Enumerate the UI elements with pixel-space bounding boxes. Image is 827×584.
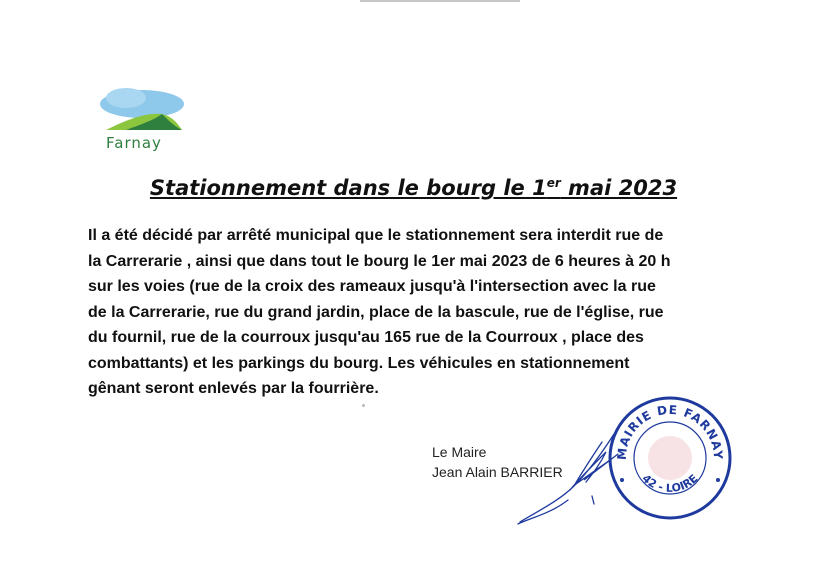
- body-line: sur les voies (rue de la croix des rameaux jusqu'à l'intersection avec la rue: [88, 278, 656, 295]
- body-line: la Carrerarie , ainsi que dans tout le bourg le 1er mai 2023 de 6 heures à 20 h: [88, 252, 671, 270]
- signatory-role: Le Maire: [432, 444, 487, 460]
- signatory-name: Jean Alain BARRIER: [432, 464, 563, 480]
- scan-speck: [362, 404, 365, 407]
- announcement-body: [88, 223, 728, 402]
- body-line: de la Carrerarie, rue du grand jardin, place de la bascule, rue de l'église, rue: [88, 303, 664, 321]
- body-line: du fournil, rue de la courroux jusqu'au 165 rue de la Courroux , place des: [88, 329, 644, 346]
- body-line: Il a été décidé par arrêté municipal que le stationnement sera interdit rue de: [88, 227, 664, 244]
- logo-text: Farnay: [106, 134, 162, 152]
- body-line: gênant seront enlevés par la fourrière.: [88, 380, 379, 397]
- title-superscript: er: [546, 176, 561, 190]
- stamp-top-text: MAIRIE DE FARNAY: [614, 402, 726, 461]
- body-line: combattants) et les parkings du bourg. Les véhicules en stationnement: [88, 354, 630, 372]
- top-edge-line: [360, 0, 520, 2]
- page-title: [0, 176, 827, 200]
- title-main: Stationnement dans le bourg le 1: [149, 176, 547, 200]
- stamp-bottom-text: 42 - LOIRE: [639, 471, 701, 495]
- official-stamp: [600, 388, 740, 528]
- title-tail: mai 2023: [560, 176, 678, 200]
